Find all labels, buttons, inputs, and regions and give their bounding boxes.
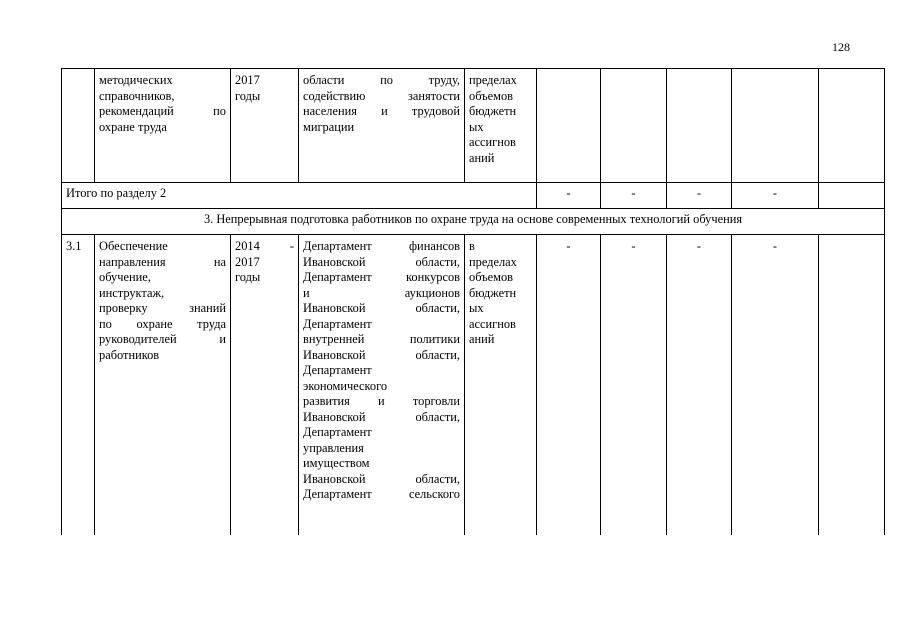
value-cell: - [601,183,667,209]
value-cell [537,69,601,183]
section-header-row [62,209,885,235]
funding-cell: в пределах объемов бюджетн ых ассигнов аний [465,235,537,536]
activity-cell: Обеспечение направления на обучение, инструктаж, проверку знаний по охране труда руководителей и работников [95,235,231,536]
executor-cell: области по труду, содействию занятости населения и трудовой миграции [299,69,465,183]
page-number: 128 [832,40,850,54]
value-cell: - [732,235,819,536]
value-cell: - [537,235,601,536]
value-cell: - [667,183,732,209]
value-cell [819,235,885,536]
value-cell [819,69,885,183]
activity-cell: методических справочников, рекомендаций по охране труда [95,69,231,183]
value-cell [601,69,667,183]
value-cell [667,69,732,183]
value-cell [732,69,819,183]
period-cell: 2017 годы [231,69,299,183]
row-number-cell [62,69,95,183]
section-total-label: Итого по разделу 2 [62,183,537,209]
executor-cell: Департамент финансов Ивановской области, Департамент конкурсов и аукционов Ивановской области, Департамент внутренней политики Ивановской области, Департамент экономического развития и торговли Ивановской области, Департамент управления имуществом Ивановской области, Департамент сельского [299,235,465,536]
section-total-row [62,183,885,209]
value-cell: - [732,183,819,209]
period-cell: 2014 - 2017 годы [231,235,299,536]
section-title: 3. Непрерывная подготовка работников по охране труда на основе современных технологий обучения [62,209,885,235]
funding-cell: пределах объемов бюджетн ых ассигнов аний [465,69,537,183]
row-number-cell: 3.1 [62,235,95,536]
table-row [62,69,885,183]
value-cell: - [537,183,601,209]
table-row [62,235,885,536]
program-table [61,68,885,535]
value-cell [819,183,885,209]
value-cell: - [667,235,732,536]
value-cell: - [601,235,667,536]
